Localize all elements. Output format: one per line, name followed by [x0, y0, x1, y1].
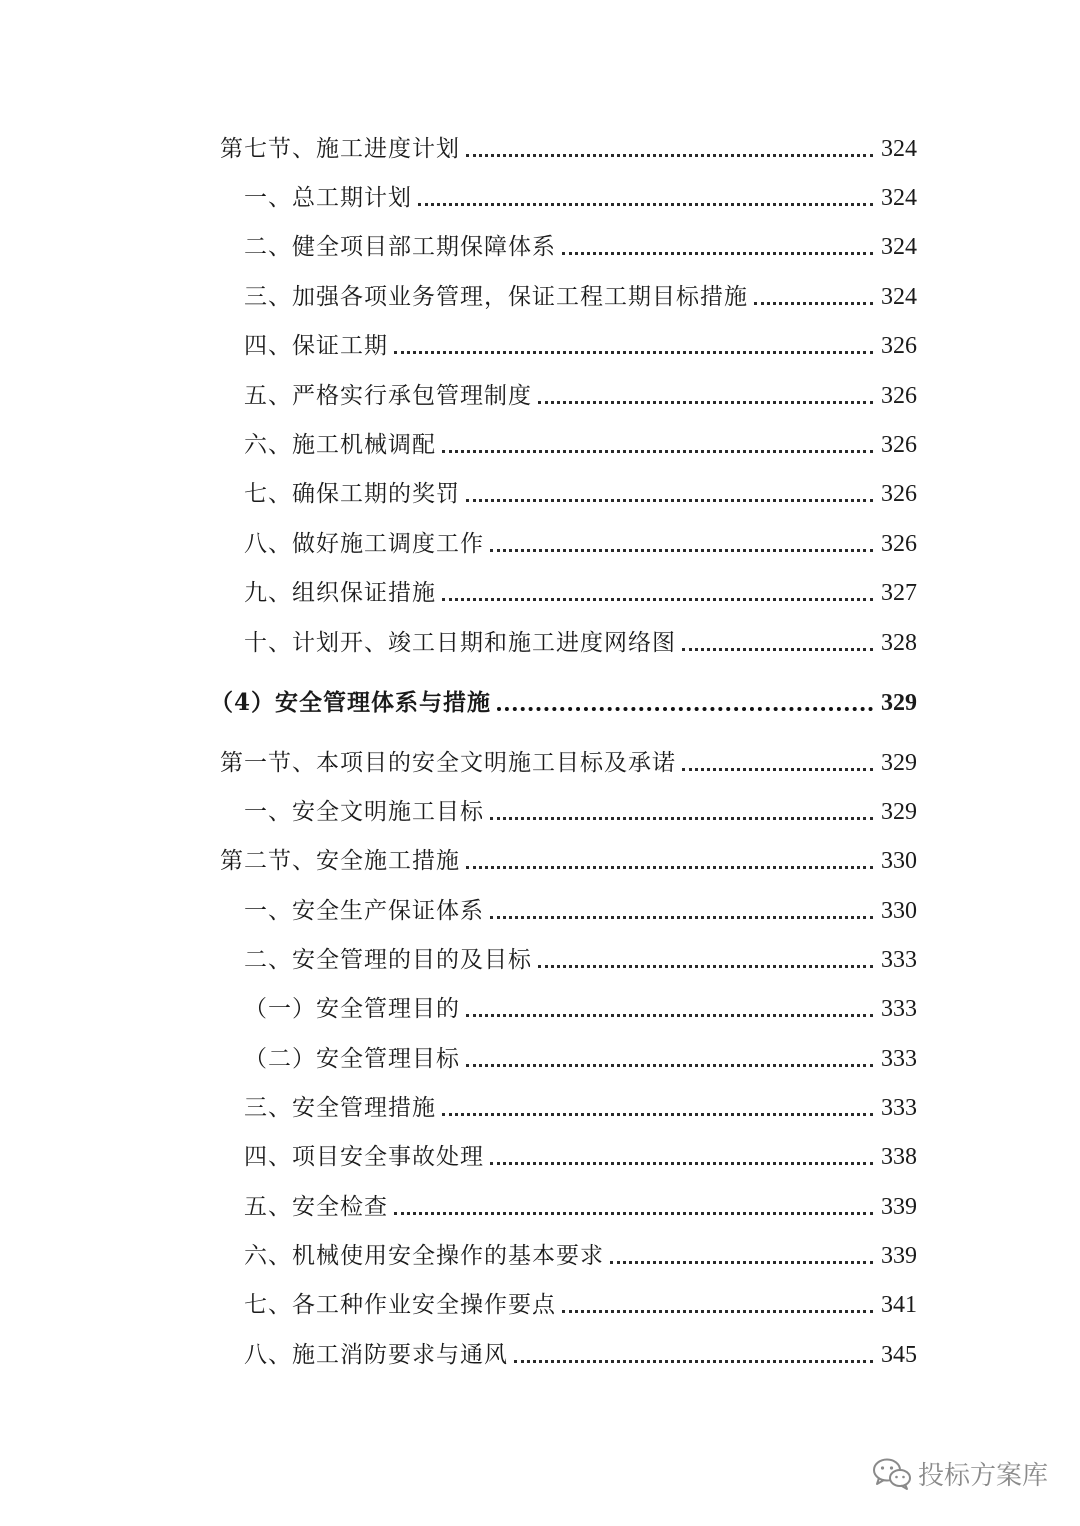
toc-entry-label: 第二节、安全施工措施	[220, 848, 460, 874]
toc-leader-dots	[442, 450, 873, 453]
toc-entry-label: 二、安全管理的目的及目标	[244, 947, 532, 973]
toc-entry-page: 326	[881, 333, 917, 359]
toc-entry-label: 九、组织保证措施	[244, 580, 436, 606]
toc-entry-label: 第一节、本项目的安全文明施工目标及承诺	[220, 750, 676, 776]
toc-leader-dots	[466, 1064, 873, 1067]
toc-entry	[220, 128, 917, 164]
toc-entry-page: 327	[881, 580, 917, 606]
toc-entry-page: 333	[881, 1046, 917, 1072]
toc-entry	[244, 939, 917, 975]
toc-entry	[244, 890, 917, 926]
toc-leader-dots	[442, 1113, 873, 1116]
toc-entry-label: 五、严格实行承包管理制度	[244, 383, 532, 409]
toc-entry-page: 333	[881, 947, 917, 973]
toc-entry	[244, 424, 917, 460]
toc-leader-dots	[490, 916, 873, 919]
toc-entry-page: 324	[881, 234, 917, 260]
toc-entry-page: 339	[881, 1243, 917, 1269]
toc-leader-dots	[466, 1014, 873, 1017]
toc-entry-page: 333	[881, 996, 917, 1022]
toc-leader-dots	[514, 1360, 873, 1363]
toc-entry-page: 326	[881, 531, 917, 557]
toc-entry	[244, 177, 917, 213]
toc-entry	[244, 1087, 917, 1123]
toc-entry	[244, 1136, 917, 1172]
toc-entry-page: 330	[881, 848, 917, 874]
toc-entry-page: 326	[881, 481, 917, 507]
toc-entry-label: 八、做好施工调度工作	[244, 531, 484, 557]
toc-entry-page: 330	[881, 898, 917, 924]
toc-entry-label: 四、项目安全事故处理	[244, 1144, 484, 1170]
toc-leader-dots	[442, 598, 873, 601]
toc-leader-dots	[538, 401, 873, 404]
toc-entry	[244, 1284, 917, 1320]
toc-entry	[244, 375, 917, 411]
toc-entry-label: 七、确保工期的奖罚	[244, 481, 460, 507]
toc-entry	[244, 1235, 917, 1271]
toc-entry-page: 329	[881, 799, 917, 825]
toc-entry	[244, 325, 917, 361]
toc-entry-label: 三、安全管理措施	[244, 1095, 436, 1121]
toc-entry-label: 六、施工机械调配	[244, 432, 436, 458]
toc-entry-page: 324	[881, 185, 917, 211]
toc-entry	[244, 988, 917, 1024]
toc-entry-page: 328	[881, 630, 917, 656]
toc-leader-dots	[466, 154, 873, 157]
toc-entry-page: 326	[881, 383, 917, 409]
toc-entry-label: （4）安全管理体系与措施	[210, 689, 492, 716]
toc-entry-label: 十、计划开、竣工日期和施工进度网络图	[244, 630, 676, 656]
toc-leader-dots	[466, 499, 873, 502]
toc-entry	[244, 276, 917, 312]
toc-chapter-heading	[210, 682, 917, 718]
toc-entry-label: （二）安全管理目标	[244, 1046, 460, 1072]
watermark	[872, 1455, 1048, 1492]
toc-entry-page: 333	[881, 1095, 917, 1121]
watermark-text: 投标方案库	[917, 1461, 1048, 1491]
toc-entry-page: 324	[881, 136, 917, 162]
toc-entry	[220, 742, 917, 778]
toc-leader-dots	[490, 1162, 873, 1165]
toc-leader-dots	[538, 965, 873, 968]
toc-entry-label: 第七节、施工进度计划	[220, 136, 460, 162]
toc-entry	[244, 473, 917, 509]
toc-entry	[220, 840, 917, 876]
toc-leader-dots	[610, 1261, 873, 1264]
toc-leader-dots	[394, 1212, 873, 1215]
toc-entry-label: 七、各工种作业安全操作要点	[244, 1292, 556, 1318]
toc-entry-page: 324	[881, 284, 917, 310]
toc-entry-label: 六、机械使用安全操作的基本要求	[244, 1243, 604, 1269]
toc-entry-label: 一、安全文明施工目标	[244, 799, 484, 825]
toc-entry-label: 二、健全项目部工期保障体系	[244, 234, 556, 260]
toc-entry	[244, 791, 917, 827]
toc-entry-label: 八、施工消防要求与通风	[244, 1342, 508, 1368]
toc-entry-page: 329	[881, 690, 917, 716]
toc-leader-dots	[394, 351, 873, 354]
toc-entry	[244, 523, 917, 559]
toc-leader-dots	[562, 252, 873, 255]
toc-entry-label: 一、安全生产保证体系	[244, 898, 484, 924]
toc-entry-label: （一）安全管理目的	[244, 996, 460, 1022]
toc-leader-dots	[562, 1310, 873, 1313]
toc-entry	[244, 1038, 917, 1074]
toc-entry	[244, 622, 917, 658]
toc-entry	[244, 1186, 917, 1222]
toc-leader-dots	[682, 648, 873, 651]
toc-entry-page: 345	[881, 1342, 917, 1368]
toc-leader-dots	[497, 707, 873, 711]
toc-entry-label: 一、总工期计划	[244, 185, 412, 211]
toc-leader-dots	[490, 817, 873, 820]
toc-leader-dots	[466, 866, 873, 869]
toc-entry-label: 三、加强各项业务管理，保证工程工期目标措施	[244, 284, 748, 310]
toc-entry-label: 四、保证工期	[244, 333, 388, 359]
toc-entry	[244, 226, 917, 262]
toc-entry-page: 329	[881, 750, 917, 776]
toc-entry-page: 326	[881, 432, 917, 458]
toc-entry-page: 339	[881, 1194, 917, 1220]
toc-entry-page: 341	[881, 1292, 917, 1318]
toc-leader-dots	[682, 768, 873, 771]
toc-entry	[244, 1334, 917, 1370]
toc-leader-dots	[418, 203, 873, 206]
toc-leader-dots	[490, 549, 873, 552]
toc-entry	[244, 572, 917, 608]
toc-entry-page: 338	[881, 1144, 917, 1170]
toc-leader-dots	[754, 302, 873, 305]
wechat-icon	[872, 1457, 912, 1491]
toc-entry-label: 五、安全检查	[244, 1194, 388, 1220]
